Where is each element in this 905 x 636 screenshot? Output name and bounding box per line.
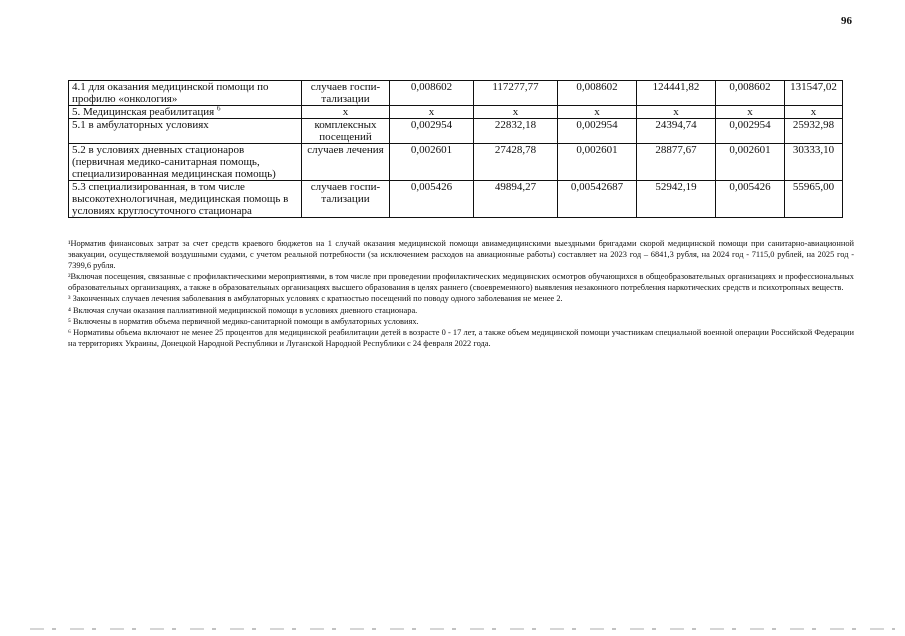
table-row bbox=[69, 106, 843, 119]
value-cell: х bbox=[474, 106, 558, 119]
footnote-1: ¹Норматив финансовых затрат за счет средств краевого бюджетов на 1 случай оказания медицинской помощи авиамедицинскими выездными бригадами скорой медицинской помощи при санитарно-авиационной эвакуации, осуществляемой воздушными судами, с учетом реальной потребности (за исключением расходов на авиационные работы) составляет на 2023 год – 6841,3 рубля, на 2024 год - 7115,0 рублей, на 2025 год - 7399,6 рубля. bbox=[68, 239, 854, 271]
footnote-3: ³ Законченных случаев лечения заболевания в амбулаторных условиях с кратностью посещений по поводу одного заболевания не менее 2. bbox=[68, 294, 563, 304]
table-row bbox=[69, 119, 843, 144]
value-cell: 124441,82 bbox=[637, 81, 716, 106]
unit-cell: случаев госпи-тализации bbox=[302, 81, 390, 106]
unit-cell: х bbox=[302, 106, 390, 119]
value-cell: 0,008602 bbox=[558, 81, 637, 106]
footnotes bbox=[68, 238, 854, 349]
footnote-6: ⁶ Нормативы объема включают не менее 25 процентов для медицинской реабилитации детей в возрасте 0 - 17 лет, а также объем медицинской помощи участникам специальной военной операции Российской Федерации на территориях Украины, Донецкой Народной Республики и Луганской Народной Республики с 24 февраля 2022 года. bbox=[68, 327, 854, 348]
unit-cell: комплексных посещений bbox=[302, 119, 390, 144]
value-cell: 55965,00 bbox=[785, 181, 843, 218]
value-cell: 22832,18 bbox=[474, 119, 558, 144]
value-cell: 25932,98 bbox=[785, 119, 843, 144]
row-name-cell: 5.1 в амбулаторных условиях bbox=[69, 119, 302, 144]
value-cell: 27428,78 bbox=[474, 144, 558, 181]
value-cell: х bbox=[716, 106, 785, 119]
unit-cell: случаев госпи-тализации bbox=[302, 181, 390, 218]
value-cell: 0,008602 bbox=[390, 81, 474, 106]
footnote-4: ⁴ Включая случаи оказания паллиативной медицинской помощи в условиях дневного стационара. bbox=[68, 305, 418, 315]
unit-cell: случаев лечения bbox=[302, 144, 390, 181]
value-cell: 0,002954 bbox=[390, 119, 474, 144]
value-cell: 28877,67 bbox=[637, 144, 716, 181]
value-cell: х bbox=[558, 106, 637, 119]
row-name-cell bbox=[69, 106, 302, 119]
row-name-cell: 5.3 специализированная, в том числе высокотехнологичная, медицинская помощь в условиях круглосуточного стационара bbox=[69, 181, 302, 218]
value-cell: 52942,19 bbox=[637, 181, 716, 218]
value-cell: 0,005426 bbox=[390, 181, 474, 218]
value-cell: х bbox=[390, 106, 474, 119]
table-row bbox=[69, 144, 843, 181]
value-cell: 0,00542687 bbox=[558, 181, 637, 218]
value-cell: х bbox=[785, 106, 843, 119]
value-cell: 0,002601 bbox=[390, 144, 474, 181]
value-cell: 131547,02 bbox=[785, 81, 843, 106]
norms-table bbox=[68, 80, 843, 218]
value-cell: 117277,77 bbox=[474, 81, 558, 106]
value-cell: 24394,74 bbox=[637, 119, 716, 144]
footnote-ref: 6 bbox=[216, 104, 221, 113]
value-cell: 0,002954 bbox=[558, 119, 637, 144]
value-cell: х bbox=[637, 106, 716, 119]
value-cell: 30333,10 bbox=[785, 144, 843, 181]
table-row bbox=[69, 181, 843, 218]
row-name-cell: 5.2 в условиях дневных стационаров (первичная медико-санитарная помощь, специализированная медицинская помощь) bbox=[69, 144, 302, 181]
footnote-2: ²Включая посещения, связанные с профилактическими мероприятиями, в том числе при проведении профилактических медицинских осмотров обучающихся в общеобразовательных организациях и профессиональных образовательных организациях, а также в образовательных организациях высшего образования в целях раннего (своевременного) выявления незаконного потребления наркотических средств и психотропных веществ. bbox=[68, 272, 854, 293]
value-cell: 49894,27 bbox=[474, 181, 558, 218]
row-name-text: 5. Медицинская реабилитация bbox=[72, 106, 215, 118]
page-number: 96 bbox=[841, 15, 852, 27]
value-cell: 0,002601 bbox=[558, 144, 637, 181]
value-cell: 0,008602 bbox=[716, 81, 785, 106]
value-cell: 0,005426 bbox=[716, 181, 785, 218]
footnote-5: ⁵ Включены в норматив объема первичной медико-санитарной помощи в амбулаторных условиях. bbox=[68, 316, 419, 326]
row-name-cell: 4.1 для оказания медицинской помощи по профилю «онкология» bbox=[69, 81, 302, 106]
scan-edge-artifact bbox=[30, 628, 895, 630]
value-cell: 0,002601 bbox=[716, 144, 785, 181]
value-cell: 0,002954 bbox=[716, 119, 785, 144]
table-row bbox=[69, 81, 843, 106]
